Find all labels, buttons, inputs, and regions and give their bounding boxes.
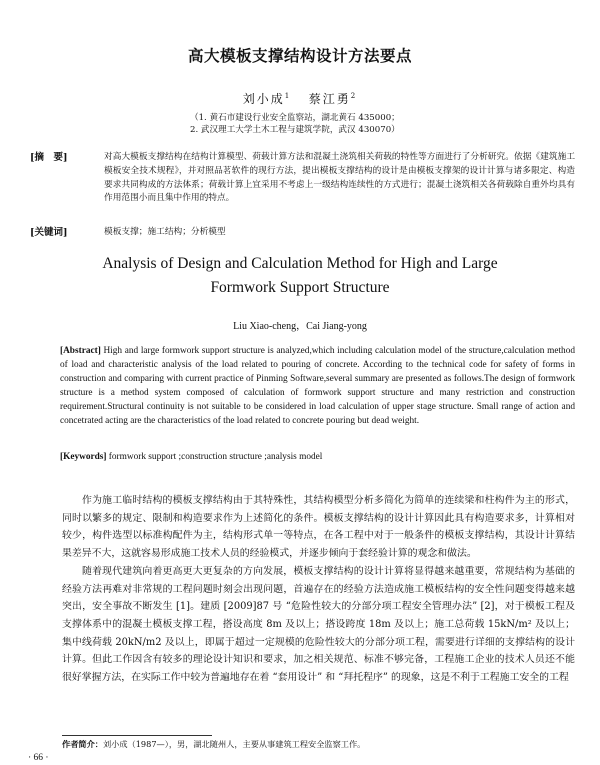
abstract-cn [30,151,575,206]
abstract-en [60,344,575,429]
paper-title-en-line1: Analysis of Design and Calculation Method for High and Large [102,255,498,272]
keywords-cn-label: [关键词] [30,227,68,238]
author-1-affil-mark: 1 [284,92,292,100]
author-1-name: 刘小成 [242,92,285,106]
paper-title-cn: 高大模板支撑结构设计方法要点 [187,46,412,65]
abstract-cn-label: [摘 要] [30,152,68,163]
footnote [62,739,365,750]
affiliation-1: （1. 黄石市建设行业安全监察站，湖北黄石 435000； [190,113,400,123]
paper-title-en-line2: Formwork Support Structure [210,279,390,296]
abstract-en-label: [Abstract] [60,346,101,356]
footnote-text: 刘小成（1987—），男，湖北随州人，主要从事建筑工程安全监察工作。 [102,739,366,749]
author-2-affil-mark: 2 [350,92,358,100]
affiliation-2: 2. 武汉理工大学土木工程与建筑学院，武汉 430070） [190,125,400,135]
authors-en: Liu Xiao-cheng，Cai Jiang-yong [233,321,367,332]
abstract-en-text: High and large formwork support structure is analyzed,which including calculation model of the structure,calculation method of load and characteristic analysis of the load related to pouring of concrete. According to the technical code for safety of forms in construction and comparing with current practice of Pinming Software,several summary are presented as follows.The design of formwork structure is a method system composed of calculation of formwork support structure and many restriction and construction requirement.Structural continuity is not suitable to be considered in load calculation of upper stage structure. Small range of action and concetrated acting are the characteristics of the load related to concrete pouring but dead weight. [60,346,575,427]
body-paragraph: 随着现代建筑向着更高更大更复杂的方向发展，模板支撑结构的设计计算将显得越来越重要，常规结构为基础的经验方法再难对非常规的工程问题时刻会出现问题，首遍存在的经验方法造成施工模板结构的安全性问题变得越来越突出，安全事故不断发生 [1]。建质 [2009]87 号 “危险性较大的分部分项工程安全管理办法” [2]，对于模板工程及支撑体系中的混凝土模板支撑工程，搭设高度 8m 及以上；搭设跨度 18m 及以上；施工总荷载 15kN/m² 及以上；集中线荷载 20kN/m2 及以上，即属于超过一定规模的危险性较大的分部分项工程，需要进行详细的支撑结构的设计计算。但此工作因含有较多的理论设计知识和要求，加之相关规范、标准不够完备，工程施工企业的技术人员还不能很好掌握方法，在实际工作中较为普遍地存在着 “套用设计” 和 “拜托程序” 的现象，这是不利于工程施工安全的工程 [62,565,575,684]
page-number: · 66 · [28,753,49,763]
keywords-en-text: formwork support ;construction structure ;analysis model [106,452,323,462]
authors-cn [0,90,600,107]
keywords-en-label: [Keywords] [60,452,107,462]
keywords-cn [30,226,575,240]
keywords-cn-text: 模板支撑；施工结构；分析模型 [104,227,226,237]
paper-title-en [0,252,600,300]
footnote-divider [62,735,212,736]
body-paragraph: 作为施工临时结构的模板支撑结构由于其特殊性，其结构模型分析多简化为简单的连续梁和柱构件为主的形式，同时以繁多的规定、限制和构造要求作为上述简化的条件。模板支撑结构的设计计算因此具有构造要求多，计算相对较少，构件选型以标准构配件为主，结构形式单一等特点，在各工程中对于一般条件的模板支撑结构，其设计计算结果差异不大，这就容易形成施工技术人员的经验模式，并逐步倾向于套经验计算的观念和做法。 [62,495,575,560]
keywords-en [60,452,322,462]
footnote-label: 作者简介： [62,739,103,749]
abstract-cn-text: 对高大模板支撑结构在结构计算模型、荷载计算方法和混凝土浇筑相关荷载的特性等方面进行了分析研究。依据《建筑施工模板安全技术规程》，并对照品茗软件的现行方法，提出模板支撑结构的设计是由模板支撑架的设计计算与诸多限定、构造要求共同构成的方法体系；荷载计算上宜采用不考虑上一级结构连续性的方式进行；混凝土浇筑相关各荷载除自重外均具有作用范围小而且集中作用的特点。 [104,152,575,204]
body-text [62,492,575,687]
author-2-name: 蔡江勇 [308,92,351,106]
